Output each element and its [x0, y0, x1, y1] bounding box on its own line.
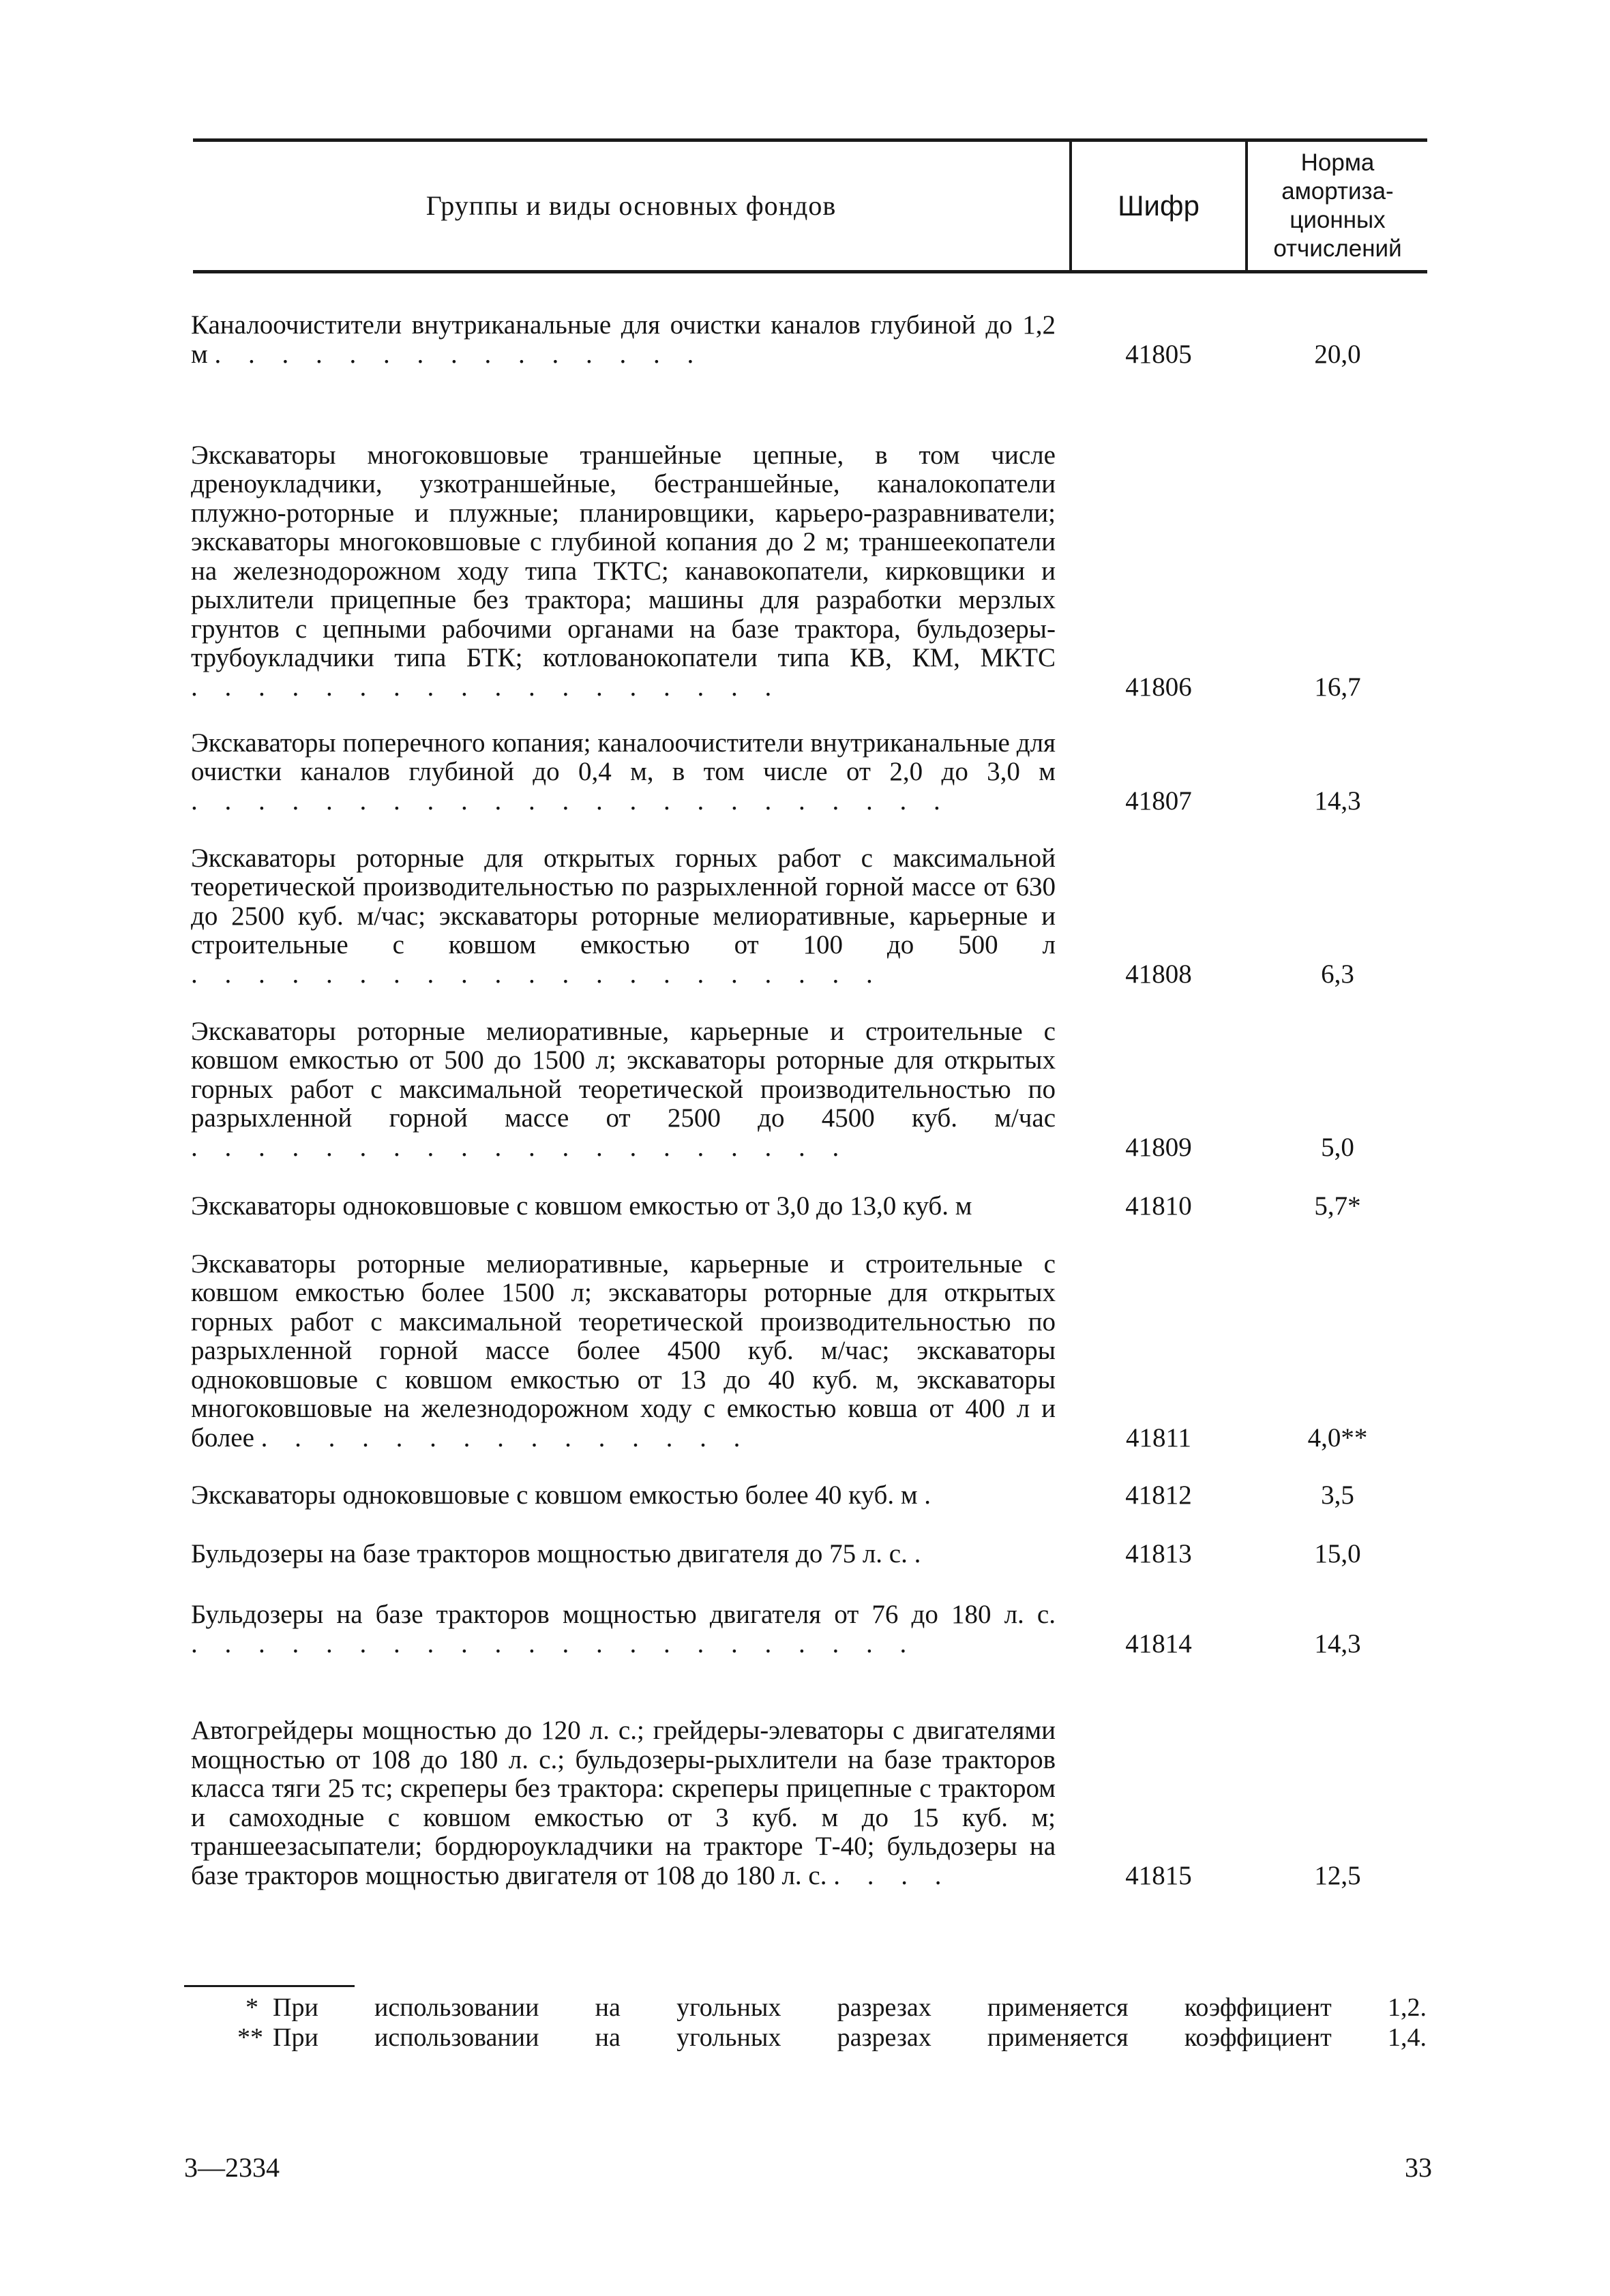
printer-signature: 3—2334 [184, 2152, 280, 2183]
header-norm: Норма амортиза- ционных отчислений [1273, 149, 1402, 262]
row-description: Экскаваторы роторные мелиоративные, карьерные и строительные с ковшом емкостью от 500 до 1500 л; экскаваторы роторные для открытых горных работ с максимальной теоретической производительностью по разрыхленной горной массе от 2500 до 4500 куб. м/час . . . . . . . . . . . . . . . . . . . . [191, 1017, 1056, 1162]
row-norm: 14,3 [1314, 1628, 1361, 1658]
table-row [0, 1686, 1610, 1890]
row-code: 41808 [1125, 959, 1192, 989]
dot-leader: . . . . . . . . . . . . . . . . . . . . . [191, 959, 883, 989]
footnote: При использовании на угольных разрезах применяется коэффициент 1,4. [273, 2023, 1427, 2052]
row-norm: 12,5 [1314, 1860, 1361, 1890]
dot-leader: . . . . . . . . . . . . . . . [260, 1422, 751, 1452]
page-number: 33 [1405, 2152, 1432, 2183]
dot-leader: . . . . . . . . . . . . . . . [214, 339, 704, 369]
table-row [0, 1189, 1610, 1221]
header-code: Шифр [1118, 189, 1199, 222]
footnote: При использовании на угольных разрезах применяется коэффициент 1,2. [273, 1993, 1427, 2022]
row-code: 41806 [1125, 672, 1192, 702]
row-description: Экскаваторы многоковшовые траншейные цепные, в том числе дреноукладчики, узкотраншейные, бестраншейные, каналокопатели плужно-роторные и плужные; планировщики, карьеро-разравниватели; экскаваторы многоковшовые с глубиной копания до 2 м; траншеекопатели на железнодорожном ходу типа ТКТС; канавокопатели, кирковщики и рыхлители прицепные без трактора; машины для разработки мерзлых грунтов с цепными рабочими органами на базе трактора, бульдозеры-трубоукладчики типа БТК; котлованокопатели типа КВ, КМ, МКТС . . . . . . . . . . . . . . . . . . [191, 441, 1056, 702]
dot-leader: . . . . [833, 1860, 952, 1890]
row-norm: 5,7* [1314, 1191, 1361, 1221]
row-code: 41810 [1125, 1191, 1192, 1221]
row-code: 41807 [1125, 786, 1192, 816]
footnote-rule [184, 1985, 355, 1987]
row-norm: 6,3 [1321, 959, 1354, 989]
dot-leader: . [924, 1480, 941, 1510]
row-description: Автогрейдеры мощностью до 120 л. с.; грейдеры-элеваторы с двигателями мощностью от 108 до 180 л. с.; бульдозеры-рыхлители на базе тракторов класса тяги 25 тс; скреперы без трактора: скреперы прицепные с трактором и самоходные с ковшом емкостью от 3 куб. м до 15 куб. м; траншеезасыпатели; бордюроукладчики на тракторе Т-40; бульдозеры на базе тракторов мощностью двигателя от 108 до 180 л. с. . . . . [191, 1716, 1056, 1890]
footnote-mark: ** [237, 2023, 263, 2052]
row-code: 41811 [1125, 1422, 1192, 1452]
table-row [0, 1596, 1610, 1658]
dot-leader: . . . . . . . . . . . . . . . . . . [191, 672, 782, 702]
dot-leader: . . . . . . . . . . . . . . . . . . . . [191, 1132, 850, 1162]
table-row [0, 1247, 1610, 1452]
row-norm: 4,0** [1307, 1422, 1368, 1452]
row-description: Экскаваторы одноковшовые с ковшом емкостью от 3,0 до 13,0 куб. м [191, 1191, 972, 1221]
header-groups: Группы и виды основных фондов [426, 190, 837, 221]
dot-leader: . [914, 1539, 931, 1568]
row-code: 41809 [1125, 1132, 1192, 1162]
row-norm: 14,3 [1314, 786, 1361, 816]
footnote-mark: * [245, 1993, 258, 2022]
row-description: Бульдозеры на базе тракторов мощностью двигателя от 76 до 180 л. с. . . . . . . . . . . . . . . . . . . . . . . [191, 1600, 1056, 1658]
table-header-bottom-rule [193, 270, 1427, 273]
row-norm: 3,5 [1321, 1480, 1354, 1510]
table-row [0, 727, 1610, 816]
table-row [0, 843, 1610, 989]
row-norm: 20,0 [1314, 339, 1361, 369]
table-row [0, 1478, 1610, 1510]
table-row [0, 1016, 1610, 1162]
table-row [0, 1537, 1610, 1568]
row-code: 41805 [1125, 339, 1192, 369]
dot-leader: . . . . . . . . . . . . . . . . . . . . . . . [191, 786, 951, 816]
row-description: Экскаваторы одноковшовые с ковшом емкостью более 40 куб. м . [191, 1480, 941, 1510]
row-norm: 5,0 [1321, 1132, 1354, 1162]
row-code: 41815 [1125, 1860, 1192, 1890]
row-description: Бульдозеры на базе тракторов мощностью двигателя до 75 л. с. . [191, 1539, 931, 1568]
table-row [0, 306, 1610, 369]
row-description: Экскаваторы роторные для открытых горных работ с максимальной теоретической производительностью по разрыхленной горной массе от 630 до 2500 куб. м/час; экскаваторы роторные мелиоративные, карьерные и строительные с ковшом емкостью от 100 до 500 л . . . . . . . . . . . . . . . . . . . . . [191, 844, 1056, 989]
row-code: 41812 [1125, 1480, 1192, 1510]
row-norm: 15,0 [1314, 1538, 1361, 1568]
row-norm: 16,7 [1314, 672, 1361, 702]
row-description: Экскаваторы поперечного копания; каналоочистители внутриканальные для очистки каналов глубиной до 0,4 м, в том числе от 2,0 до 3,0 м . . . . . . . . . . . . . . . . . . . . . . . [191, 728, 1056, 816]
row-description: Каналоочистители внутриканальные для очистки каналов глубиной до 1,2 м . . . . . . . . . . . . . . . [191, 311, 1056, 369]
row-description: Экскаваторы роторные мелиоративные, карьерные и строительные с ковшом емкостью более 1500 л; экскаваторы роторные для открытых горных работ с максимальной теоретической производительностью по разрыхленной горной массе более 4500 куб. м/час; экскаваторы одноковшовые с ковшом емкостью от 13 до 40 куб. м, экскаваторы многоковшовые на железнодорожном ходу с емкостью ковша от 400 л и более . . . . . . . . . . . . . . . [191, 1249, 1056, 1452]
row-code: 41813 [1125, 1538, 1192, 1568]
table-row [0, 404, 1610, 702]
dot-leader: . . . . . . . . . . . . . . . . . . . . . . [191, 1628, 917, 1658]
row-code: 41814 [1125, 1628, 1192, 1658]
